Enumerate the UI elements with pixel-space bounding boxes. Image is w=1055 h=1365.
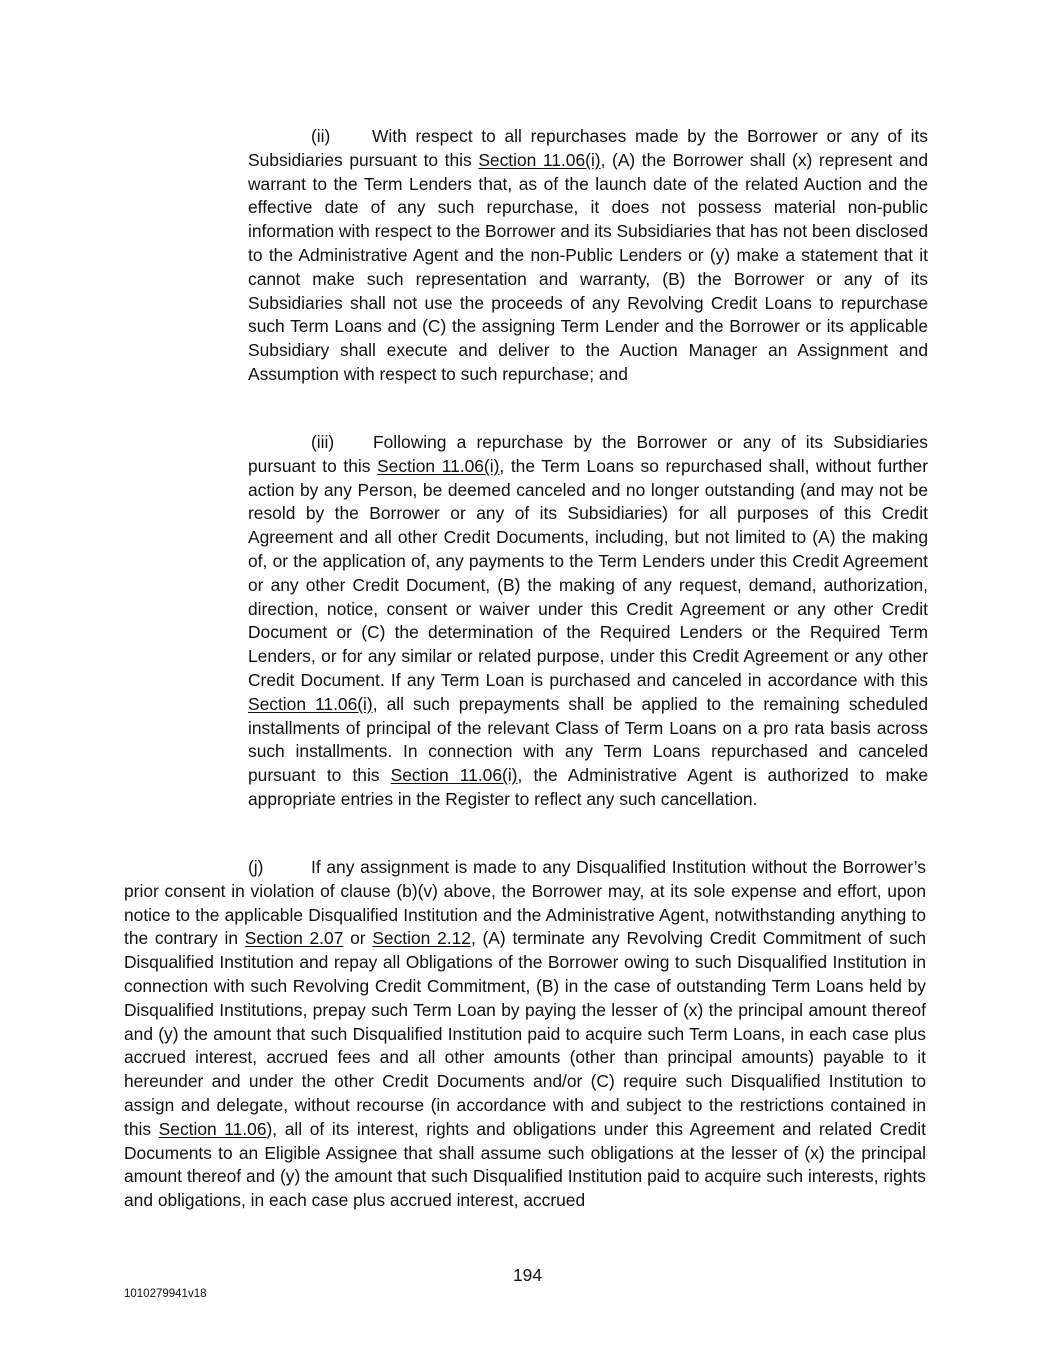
section-reference: Section 2.07 [244, 928, 344, 949]
paragraph-j-label: (j) [248, 857, 264, 877]
paragraph-iii-text-1: Following a repurchase by the Borrower or any of its Subsidiaries pursuant to this [248, 432, 928, 476]
paragraph-iii [248, 431, 928, 812]
paragraph-ii-label: (ii) [311, 126, 331, 146]
paragraph-iii-label: (iii) [311, 432, 335, 452]
paragraph-ii-text-2: , (A) the Borrower shall (x) represent and warrant to the Term Lenders that, as of the launch date of the related Auction and the effective date of any such repurchase, it does not possess material non-public information with respect to the Borrower and its Subsidiaries that has not been disclosed to the Administrative Agent and the non-Public Lenders or (y) make a statement that it cannot make such representation and warranty, (B) the Borrower or any of its Subsidiaries shall not use the proceeds of any Revolving Credit Loans to repurchase such Term Loans and (C) the assigning Term Lender and the Borrower or its applicable Subsidiary shall execute and deliver to the Auction Manager an Assignment and Assumption with respect to such repurchase; and [248, 149, 928, 384]
document-id: 1010279941v18 [124, 1288, 207, 1300]
paragraph-ii-text-1: With respect to all repurchases made by the Borrower or any of its Subsidiaries pursuant to this [248, 126, 928, 170]
paragraph-iii-text-4: , the Administrative Agent is authorized to make appropriate entries in the Register to reflect any such cancellation. [248, 765, 928, 809]
paragraph-iii-text-2: , the Term Loans so repurchased shall, without further action by any Person, be deemed canceled and no longer outstanding (and may not be resold by the Borrower or any of its Subsidiaries) for all purposes of this Credit Agreement and all other Credit Documents, including, but not limited to (A) the making of, or the application of, any payments to the Term Lenders under this Credit Agreement or any other Credit Document, (B) the making of any request, demand, authorization, direction, notice, consent or waiver under this Credit Agreement or any other Credit Document or (C) the determination of the Required Lenders or the Required Term Lenders, or for any similar or related purpose, under this Credit Agreement or any other Credit Document. If any Term Loan is purchased and canceled in accordance with this [248, 455, 928, 690]
section-reference: Section 2.12 [372, 928, 471, 949]
paragraph-j-text-3: , (A) terminate any Revolving Credit Commitment of such Disqualified Institution and repay all Obligations of the Borrower owing to such Disqualified Institution in connection with such Revolving Credit Commitment, (B) in the case of outstanding Term Loans held by Disqualified Institutions, prepay such Term Loan by paying the lesser of (x) the principal amount thereof and (y) the amount that such Disqualified Institution paid to acquire such Term Loans, in each case plus accrued interest, accrued fees and all other amounts (other than principal amounts) payable to it hereunder and under the other Credit Documents and/or (C) require such Disqualified Institution to assign and delegate, without recourse (in accordance with and subject to the restrictions contained in this [124, 928, 926, 1139]
paragraph-j-text-1: If any assignment is made to any Disqualified Institution without the Borrower’s prior consent in violation of clause (b)(v) above, the Borrower may, at its sole expense and effort, upon notice to the applicable Disqualified Institution and the Administrative Agent, notwithstanding anything to the contrary in [124, 857, 926, 949]
paragraph-j-text-2: or [343, 928, 373, 949]
page-number: 194 [512, 1265, 542, 1285]
section-reference: Section 11.06(i) [377, 455, 500, 476]
section-reference: Section 11.06 [158, 1118, 267, 1139]
section-reference: Section 11.06(i) [248, 693, 373, 714]
paragraph-iii-text-3: , all such prepayments shall be applied to the remaining scheduled installments of principal of the relevant Class of Term Loans on a pro rata basis across such installments. In connection with any Term Loans repurchased and canceled pursuant to this [248, 693, 929, 786]
section-reference: Section 11.06(i) [390, 765, 518, 786]
paragraph-j-text-4: ), all of its interest, rights and obligations under this Agreement and related Credit Documents to an Eligible Assignee that shall assume such obligations at the lesser of (x) the principal amount thereof and (y) the amount that such Disqualified Institution paid to acquire such interests, rights and obligations, in each case plus accrued interest, accrued [124, 1118, 926, 1211]
paragraph-j [124, 856, 926, 1213]
paragraph-ii [248, 125, 928, 387]
section-reference: Section 11.06(i) [478, 149, 601, 170]
